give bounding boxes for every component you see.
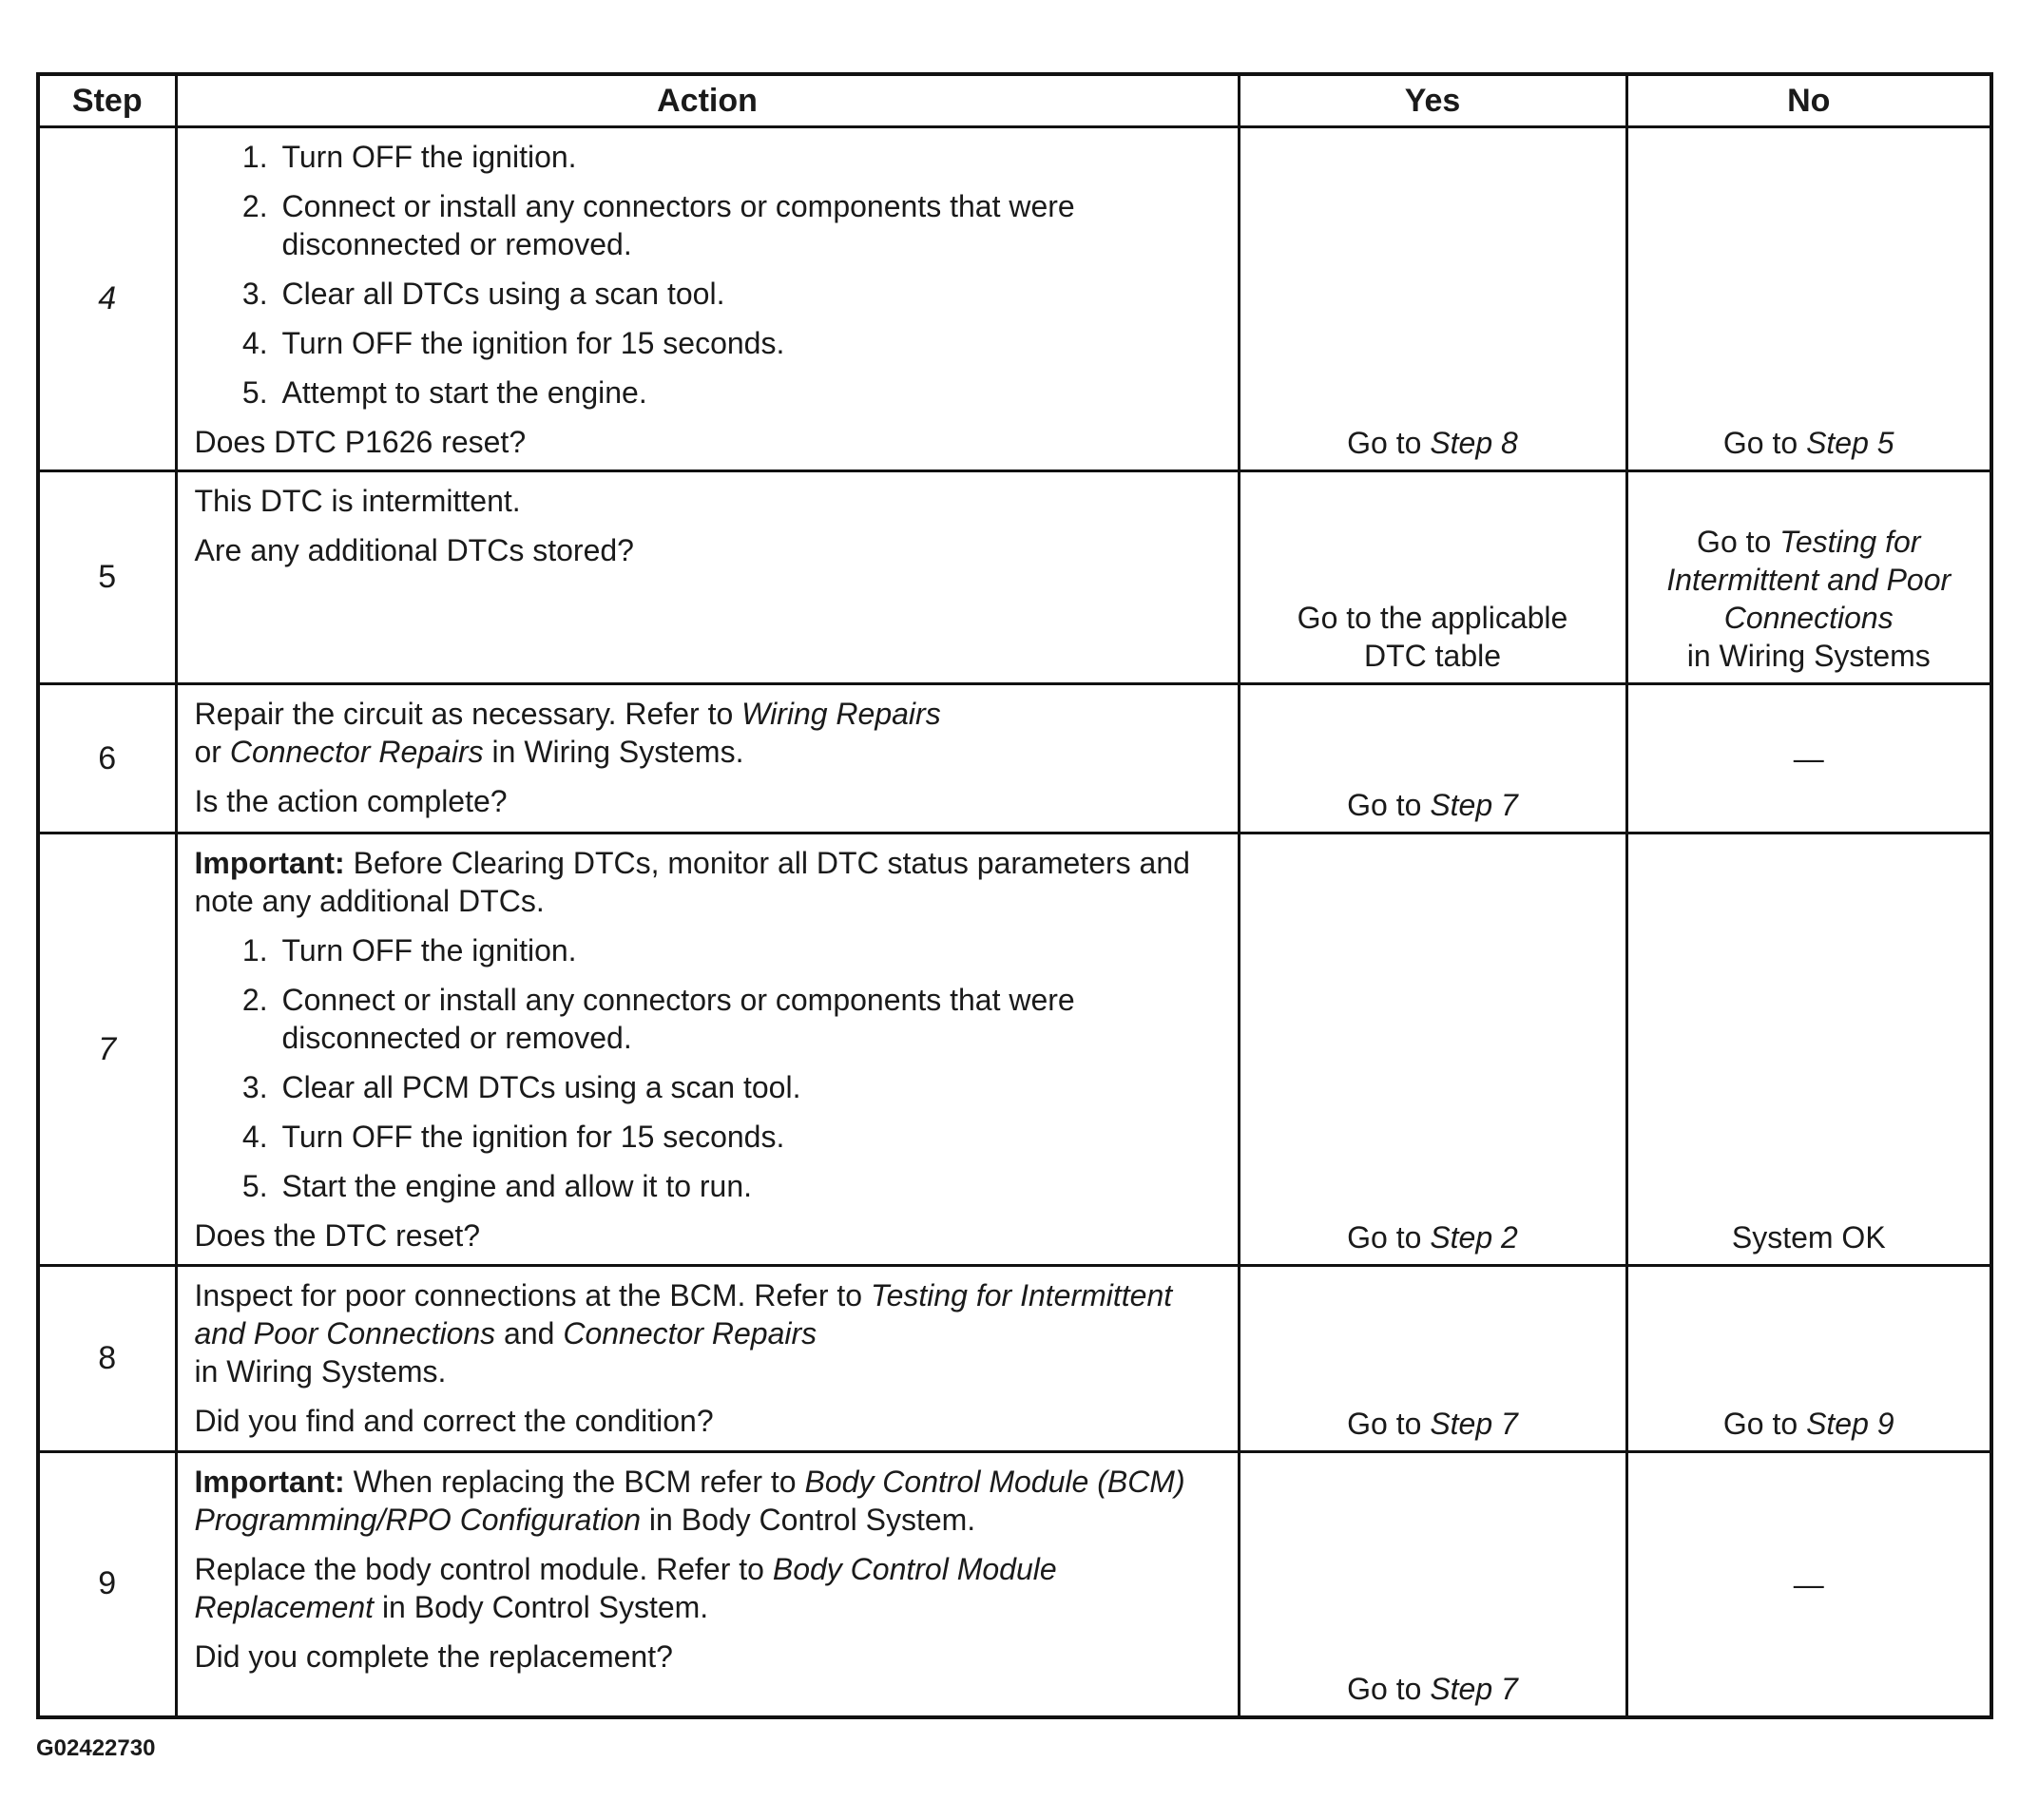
yes-prefix: Go to: [1347, 1407, 1431, 1441]
reference-link[interactable]: Body Control Module (BCM) Programming/RPO Configuration: [194, 1465, 1185, 1537]
table-row: [38, 1452, 1991, 1717]
header-action: Action: [176, 74, 1239, 127]
table-row: [38, 1266, 1991, 1452]
no-prefix: Go to: [1722, 1407, 1807, 1441]
header-step: Step: [38, 74, 176, 127]
important-text: Before Clearing DTCs, monitor all DTC status parameters and note any additional DTCs.: [194, 846, 1190, 918]
dash: —: [1793, 741, 1824, 776]
action-cell: [176, 471, 1239, 684]
dash: —: [1793, 1566, 1824, 1601]
list-item: 3. Clear all DTCs using a scan tool.: [277, 275, 1221, 313]
step-number: 4: [38, 127, 176, 471]
yes-cell: [1239, 1452, 1626, 1717]
important-label: Important:: [194, 846, 345, 880]
figure-id: G02422730: [36, 1735, 156, 1761]
action-cell: [176, 1452, 1239, 1717]
action-cell: [176, 684, 1239, 833]
action-text: [195, 1276, 1221, 1390]
diagnostic-table: [36, 72, 1993, 1719]
header-yes: Yes: [1239, 74, 1626, 127]
yes-text: DTC table: [1363, 639, 1502, 673]
action-text-span: in Body Control System.: [374, 1590, 709, 1624]
list-item: 1. Turn OFF the ignition.: [277, 931, 1221, 969]
action-text-span: and: [495, 1316, 564, 1351]
list-item: 2. Connect or install any connectors or components that were disconnected or removed.: [277, 981, 1221, 1057]
table-header-row: [38, 74, 1991, 127]
action-text-span: in Wiring Systems.: [194, 1354, 447, 1389]
action-question: Is the action complete?: [194, 784, 508, 818]
important-note: [195, 844, 1221, 920]
action-question: Are any additional DTCs stored?: [194, 533, 634, 567]
action-text: This DTC is intermittent.: [194, 484, 521, 518]
no-cell: [1626, 1266, 1991, 1452]
yes-prefix: Go to: [1347, 1220, 1431, 1255]
yes-cell: [1239, 471, 1626, 684]
action-text-span: Repair the circuit as necessary. Refer to: [194, 697, 742, 731]
list-item: 2. Connect or install any connectors or components that were disconnected or removed.: [277, 187, 1221, 263]
yes-text: Go to the applicable: [1297, 601, 1568, 635]
action-text-span: in Wiring Systems.: [483, 735, 744, 769]
action-question: Does the DTC reset?: [194, 1218, 481, 1253]
action-text: [195, 695, 1221, 771]
important-text: When replacing the BCM refer to: [344, 1465, 805, 1499]
no-suffix: in Wiring Systems: [1686, 639, 1931, 673]
no-prefix: Go to: [1697, 525, 1780, 559]
no-reference-link[interactable]: Testing for: [1779, 525, 1921, 559]
no-cell: [1626, 471, 1991, 684]
action-cell: [176, 1266, 1239, 1452]
step-number: 9: [38, 1452, 176, 1717]
list-item: 4. Turn OFF the ignition for 15 seconds.: [277, 324, 1221, 362]
yes-step-link[interactable]: Step 8: [1430, 426, 1518, 460]
important-label: Important:: [194, 1465, 345, 1499]
yes-cell: [1239, 833, 1626, 1266]
action-question: Does DTC P1626 reset?: [194, 425, 527, 459]
no-prefix: Go to: [1722, 426, 1807, 460]
step-number: 7: [38, 833, 176, 1266]
action-text: [195, 1550, 1221, 1626]
no-cell: [1626, 684, 1991, 833]
yes-prefix: Go to: [1347, 1671, 1431, 1706]
reference-link[interactable]: Wiring Repairs: [741, 697, 941, 731]
yes-cell: [1239, 127, 1626, 471]
list-item: 1. Turn OFF the ignition.: [277, 138, 1221, 176]
action-steps-list: [195, 931, 1221, 1205]
action-cell: [176, 833, 1239, 1266]
no-cell: [1626, 1452, 1991, 1717]
yes-prefix: Go to: [1347, 426, 1431, 460]
table-row: [38, 684, 1991, 833]
step-number: 5: [38, 471, 176, 684]
reference-link[interactable]: Connector Repairs: [229, 735, 484, 769]
list-item: 5. Start the engine and allow it to run.: [277, 1167, 1221, 1205]
action-text-span: Replace the body control module. Refer to: [194, 1552, 773, 1586]
step-number: 6: [38, 684, 176, 833]
table-row: [38, 833, 1991, 1266]
no-text: System OK: [1731, 1220, 1886, 1255]
action-cell: [176, 127, 1239, 471]
header-no: No: [1626, 74, 1991, 127]
no-step-link[interactable]: Step 5: [1806, 426, 1894, 460]
step-number: 8: [38, 1266, 176, 1452]
action-question: Did you find and correct the condition?: [194, 1404, 714, 1438]
no-reference-link[interactable]: Intermittent and Poor: [1666, 563, 1952, 597]
list-item: 3. Clear all PCM DTCs using a scan tool.: [277, 1068, 1221, 1106]
action-steps-list: [195, 138, 1221, 412]
action-question: Did you complete the replacement?: [194, 1639, 673, 1674]
yes-step-link[interactable]: Step 7: [1430, 1671, 1518, 1706]
table-row: [38, 471, 1991, 684]
yes-step-link[interactable]: Step 2: [1430, 1220, 1518, 1255]
action-text-span: Inspect for poor connections at the BCM. Refer to: [194, 1278, 871, 1312]
table-row: [38, 127, 1991, 471]
reference-link[interactable]: Connector Repairs: [563, 1316, 817, 1351]
no-step-link[interactable]: Step 9: [1806, 1407, 1894, 1441]
important-text: in Body Control System.: [641, 1503, 976, 1537]
yes-step-link[interactable]: Step 7: [1430, 788, 1518, 822]
no-cell: [1626, 127, 1991, 471]
reference-link[interactable]: Testing for Intermittent and Poor Connections: [194, 1278, 1173, 1351]
yes-step-link[interactable]: Step 7: [1430, 1407, 1518, 1441]
no-reference-link[interactable]: Connections: [1723, 601, 1894, 635]
yes-prefix: Go to: [1347, 788, 1431, 822]
action-text-span: or: [194, 735, 230, 769]
yes-cell: [1239, 684, 1626, 833]
no-cell: [1626, 833, 1991, 1266]
list-item: 5. Attempt to start the engine.: [277, 374, 1221, 412]
important-note: [195, 1463, 1221, 1539]
yes-cell: [1239, 1266, 1626, 1452]
reference-link[interactable]: Body Control Module Replacement: [194, 1552, 1057, 1624]
list-item: 4. Turn OFF the ignition for 15 seconds.: [277, 1118, 1221, 1156]
